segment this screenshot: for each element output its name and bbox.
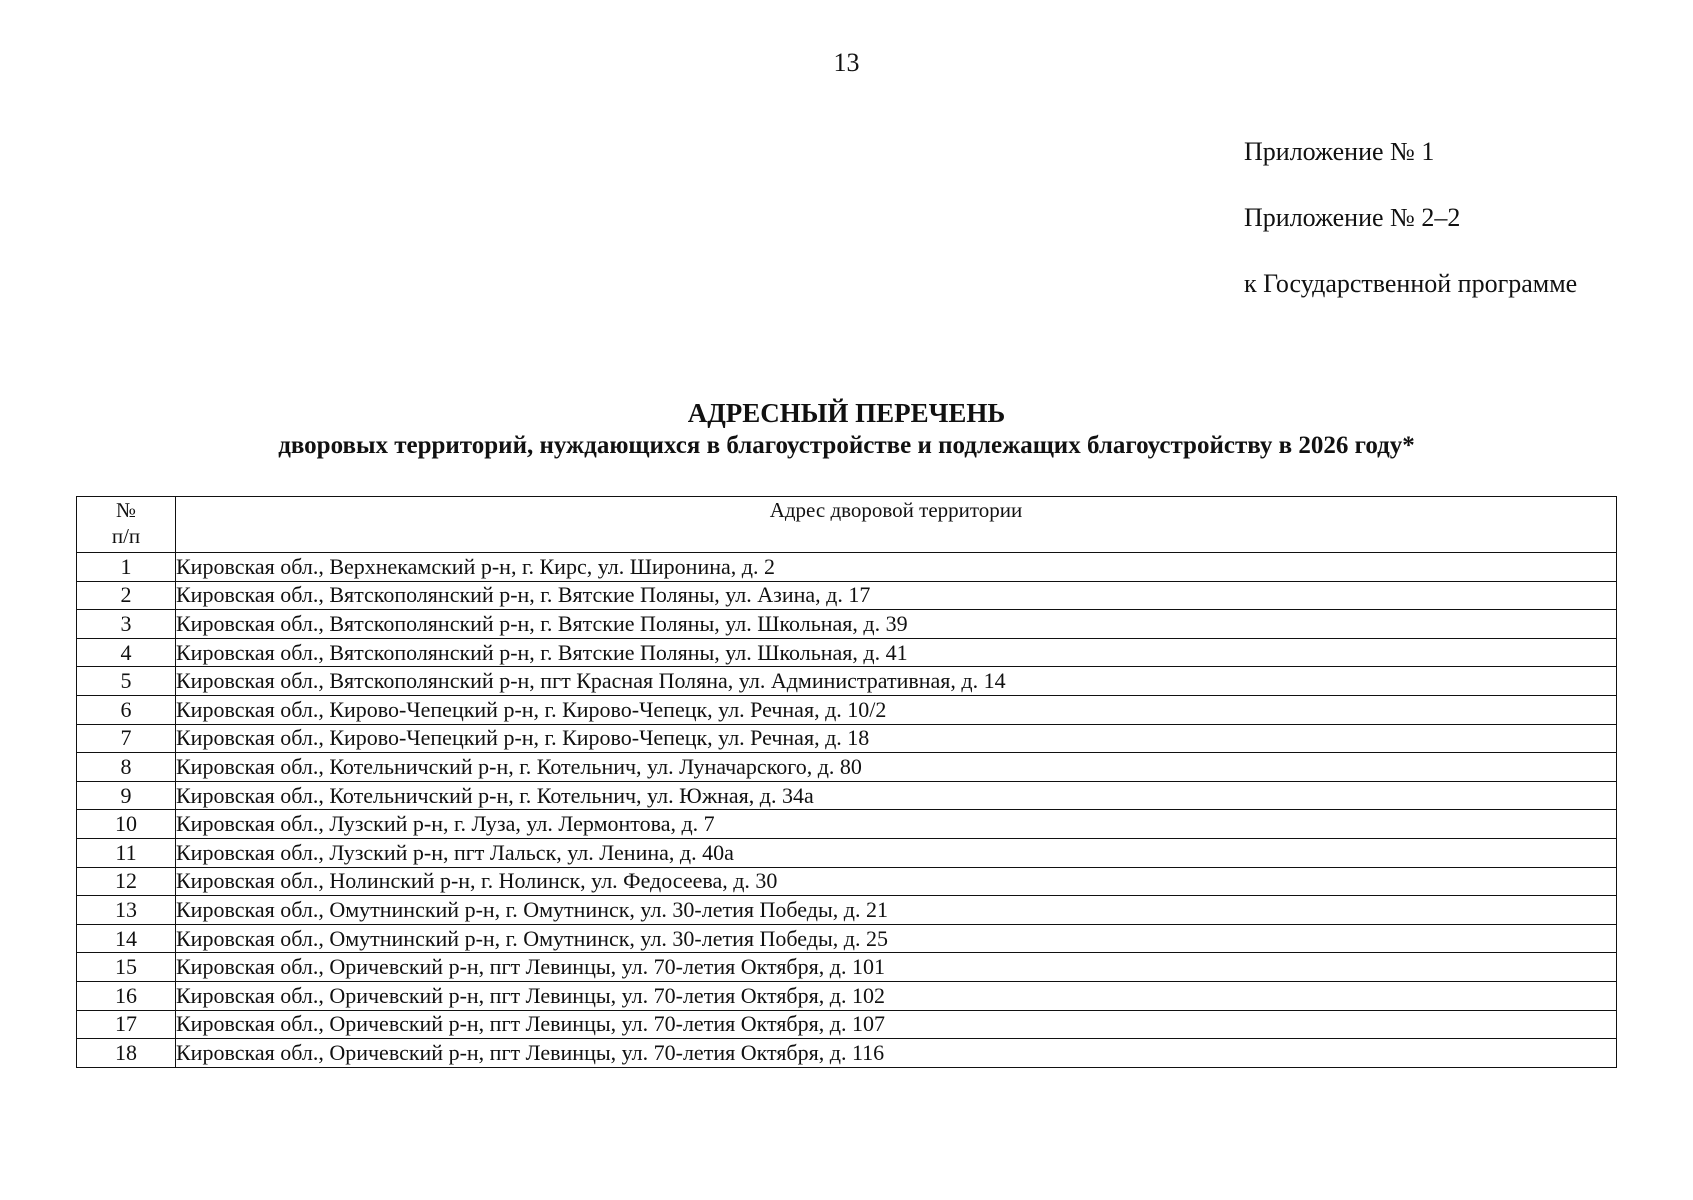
row-address-cell: Кировская обл., Омутнинский р-н, г. Омутнинск, ул. 30-летия Победы, д. 21 (176, 896, 1617, 925)
row-number-cell: 13 (77, 896, 176, 925)
appendix-line-3: к Государственной программе (1244, 269, 1578, 298)
row-number-cell: 3 (77, 610, 176, 639)
row-number-cell: 4 (77, 638, 176, 667)
table-header (77, 497, 1617, 553)
row-address-cell: Кировская обл., Омутнинский р-н, г. Омутнинск, ул. 30-летия Победы, д. 25 (176, 924, 1617, 953)
row-number-cell: 18 (77, 1039, 176, 1068)
row-address-cell: Кировская обл., Лузский р-н, г. Луза, ул. Лермонтова, д. 7 (176, 810, 1617, 839)
table-row (77, 953, 1617, 982)
table-row (77, 781, 1617, 810)
row-address-cell: Кировская обл., Вятскополянский р-н, г. Вятские Поляны, ул. Школьная, д. 41 (176, 638, 1617, 667)
row-number-cell: 9 (77, 781, 176, 810)
table-row (77, 1039, 1617, 1068)
table-row (77, 638, 1617, 667)
row-address-cell: Кировская обл., Кирово-Чепецкий р-н, г. Кирово-Чепецк, ул. Речная, д. 10/2 (176, 695, 1617, 724)
row-address-cell: Кировская обл., Кирово-Чепецкий р-н, г. Кирово-Чепецк, ул. Речная, д. 18 (176, 724, 1617, 753)
row-address-cell: Кировская обл., Оричевский р-н, пгт Левинцы, ул. 70-летия Октября, д. 101 (176, 953, 1617, 982)
row-address-cell: Кировская обл., Оричевский р-н, пгт Левинцы, ул. 70-летия Октября, д. 116 (176, 1039, 1617, 1068)
table-row (77, 924, 1617, 953)
header-address-column: Адрес дворовой территории (176, 497, 1617, 553)
row-address-cell: Кировская обл., Вятскополянский р-н, пгт Красная Поляна, ул. Административная, д. 14 (176, 667, 1617, 696)
row-number-cell: 1 (77, 553, 176, 582)
header-number-sublabel: п/п (111, 524, 141, 548)
table-row (77, 753, 1617, 782)
appendix-line-1: Приложение № 1 (1244, 137, 1435, 166)
table-row (77, 581, 1617, 610)
row-address-cell: Кировская обл., Нолинский р-н, г. Нолинск, ул. Федосеева, д. 30 (176, 867, 1617, 896)
table-header-row (77, 497, 1617, 553)
appendix-line-2: Приложение № 2–2 (1244, 203, 1461, 232)
row-number-cell: 10 (77, 810, 176, 839)
document-title: АДРЕСНЫЙ ПЕРЕЧЕНЬ (687, 398, 1006, 428)
table-row (77, 724, 1617, 753)
table-row (77, 838, 1617, 867)
row-address-cell: Кировская обл., Оричевский р-н, пгт Левинцы, ул. 70-летия Октября, д. 102 (176, 981, 1617, 1010)
table-row (77, 667, 1617, 696)
table-row (77, 553, 1617, 582)
row-address-cell: Кировская обл., Котельничский р-н, г. Котельнич, ул. Южная, д. 34а (176, 781, 1617, 810)
document-subtitle: дворовых территорий, нуждающихся в благоустройстве и подлежащих благоустройству в 2026 году* (278, 432, 1415, 459)
row-address-cell: Кировская обл., Вятскополянский р-н, г. Вятские Поляны, ул. Школьная, д. 39 (176, 610, 1617, 639)
table-row (77, 1010, 1617, 1039)
header-number-label: № (115, 498, 137, 522)
row-number-cell: 11 (77, 838, 176, 867)
row-number-cell: 17 (77, 1010, 176, 1039)
table-row (77, 810, 1617, 839)
table-body (77, 553, 1617, 1068)
row-number-cell: 7 (77, 724, 176, 753)
row-number-cell: 14 (77, 924, 176, 953)
page-number: 13 (833, 48, 860, 77)
row-number-cell: 16 (77, 981, 176, 1010)
row-address-cell: Кировская обл., Котельничский р-н, г. Котельнич, ул. Луначарского, д. 80 (176, 753, 1617, 782)
table-row (77, 695, 1617, 724)
table-row (77, 610, 1617, 639)
row-number-cell: 15 (77, 953, 176, 982)
row-address-cell: Кировская обл., Лузский р-н, пгт Лальск, ул. Ленина, д. 40а (176, 838, 1617, 867)
row-number-cell: 2 (77, 581, 176, 610)
row-number-cell: 12 (77, 867, 176, 896)
address-table (76, 496, 1617, 1068)
table-row (77, 981, 1617, 1010)
row-address-cell: Кировская обл., Вятскополянский р-н, г. Вятские Поляны, ул. Азина, д. 17 (176, 581, 1617, 610)
row-number-cell: 6 (77, 695, 176, 724)
table-row (77, 867, 1617, 896)
row-address-cell: Кировская обл., Оричевский р-н, пгт Левинцы, ул. 70-летия Октября, д. 107 (176, 1010, 1617, 1039)
header-number-column (77, 497, 176, 553)
row-number-cell: 5 (77, 667, 176, 696)
row-number-cell: 8 (77, 753, 176, 782)
table-row (77, 896, 1617, 925)
row-address-cell: Кировская обл., Верхнекамский р-н, г. Кирс, ул. Широнина, д. 2 (176, 553, 1617, 582)
